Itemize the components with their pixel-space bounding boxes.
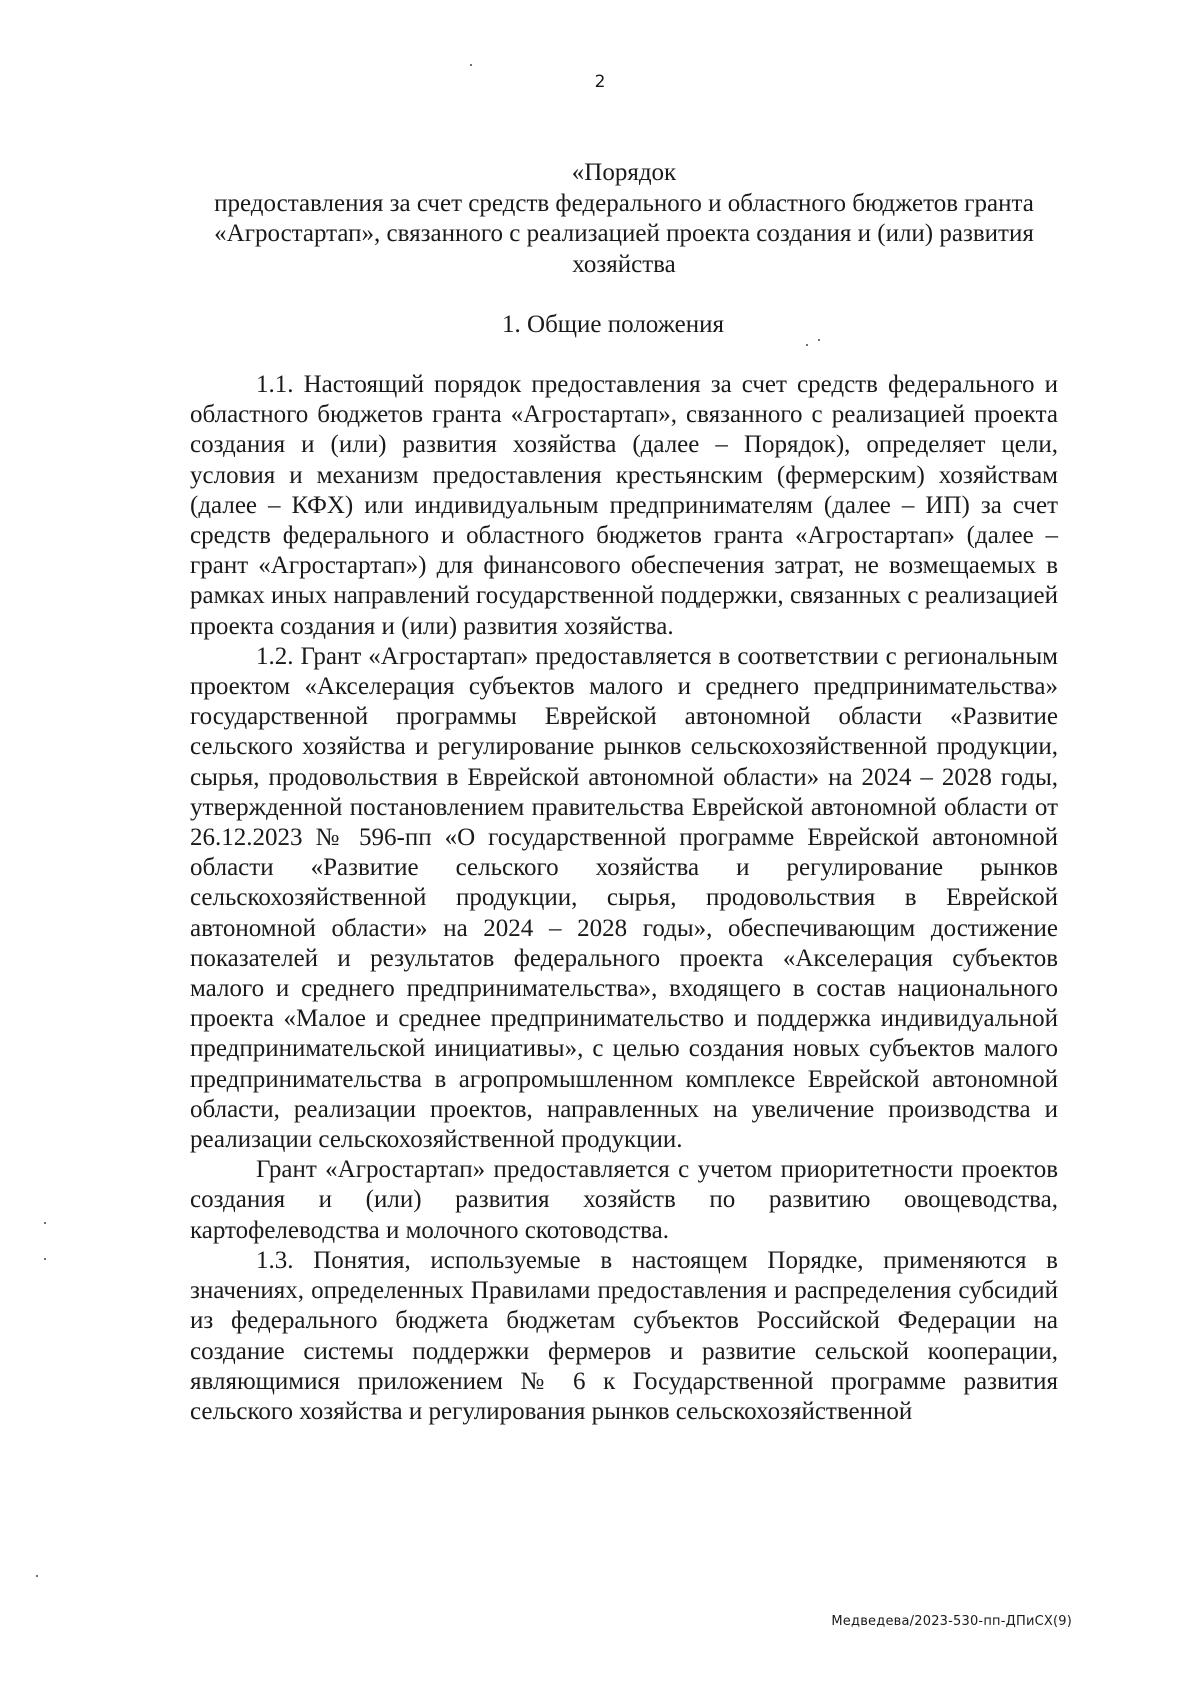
document-title xyxy=(160,158,1088,280)
title-line-3: «Агростартап», связанного с реализацией проекта создания и (или) развития xyxy=(214,220,1034,247)
paragraph-grant-priority: Грант «Агростартап» предоставляется с учетом приоритетности проектов создания и (или) развития хозяйств по развитию овощеводства, картофелеводства и молочного скотоводства. xyxy=(190,1156,1058,1244)
scan-speck xyxy=(44,1222,46,1224)
scan-speck xyxy=(36,1575,38,1577)
title-line-1: «Порядок xyxy=(571,159,677,186)
scan-speck xyxy=(44,1258,46,1260)
title-line-4: хозяйства xyxy=(572,250,676,278)
document-body xyxy=(190,370,1058,1427)
page-number: 2 xyxy=(594,72,606,92)
scan-speck xyxy=(818,339,820,341)
document-footer-code: Медведева/2023-530-пп-ДПиСХ(9) xyxy=(831,1614,1072,1629)
title-line-2: предоставления за счет средств федерального и областного бюджетов гранта xyxy=(214,189,1034,217)
paragraph-1-1: 1.1. Настоящий порядок предоставления за счет средств федерального и областного бюджетов гранта «Агростартап», связанного с реализацией проекта создания и (или) развития хозяйства (далее – Порядок), определяет цели, условия и механизм предоставления крестьянским (фермерским) хозяйствам (далее – КФХ) или индивидуальным предпринимателям (далее – ИП) за счет средств федерального и областного бюджетов гранта «Агростартап» (далее – грант «Агростартап») для финансового обеспечения затрат, не возмещаемых в рамках иных направлений государственной поддержки, связанных с реализацией проекта создания и (или) развития хозяйства. xyxy=(190,371,1058,640)
paragraph-1-3: 1.3. Понятия, используемые в настоящем Порядке, применяются в значениях, определенных Правилами предоставления и распределения субсидий из федерального бюджета бюджетам субъектов Российской Федерации на создание системы поддержки фермеров и развитие сельской кооперации, являющимися приложением № 6 к Государственной программе развития сельского хозяйства и регулирования рынков сельскохозяйственной xyxy=(190,1246,1058,1425)
scan-speck xyxy=(806,344,808,346)
paragraph-1-2: 1.2. Грант «Агростартап» предоставляется в соответствии с региональным проектом «Акселерация субъектов малого и среднего предпринимательства» государственной программы Еврейской автономной области «Развитие сельского хозяйства и регулирование рынков сельскохозяйственной продукции, сырья, продовольствия в Еврейской автономной области» на 2024 – 2028 годы, утвержденной постановлением правительства Еврейской автономной области от 26.12.2023 № 596-пп «О государственной программе Еврейской автономной области «Развитие сельского хозяйства и регулирование рынков сельскохозяйственной продукции, сырья, продовольствия в Еврейской автономной области» на 2024 – 2028 годы», обеспечивающим достижение показателей и результатов федерального проекта «Акселерация субъектов малого и среднего предпринимательства», входящего в состав национального проекта «Малое и среднее предпринимательство и поддержка индивидуальной предпринимательской инициативы», с целью создания новых субъектов малого предпринимательства в агропромышленном комплексе Еврейской автономной области, реализации проектов, направленных на увеличение производства и реализации сельскохозяйственной продукции. xyxy=(190,642,1058,1154)
scan-speck xyxy=(470,64,472,66)
section-heading: 1. Общие положения xyxy=(502,311,724,338)
